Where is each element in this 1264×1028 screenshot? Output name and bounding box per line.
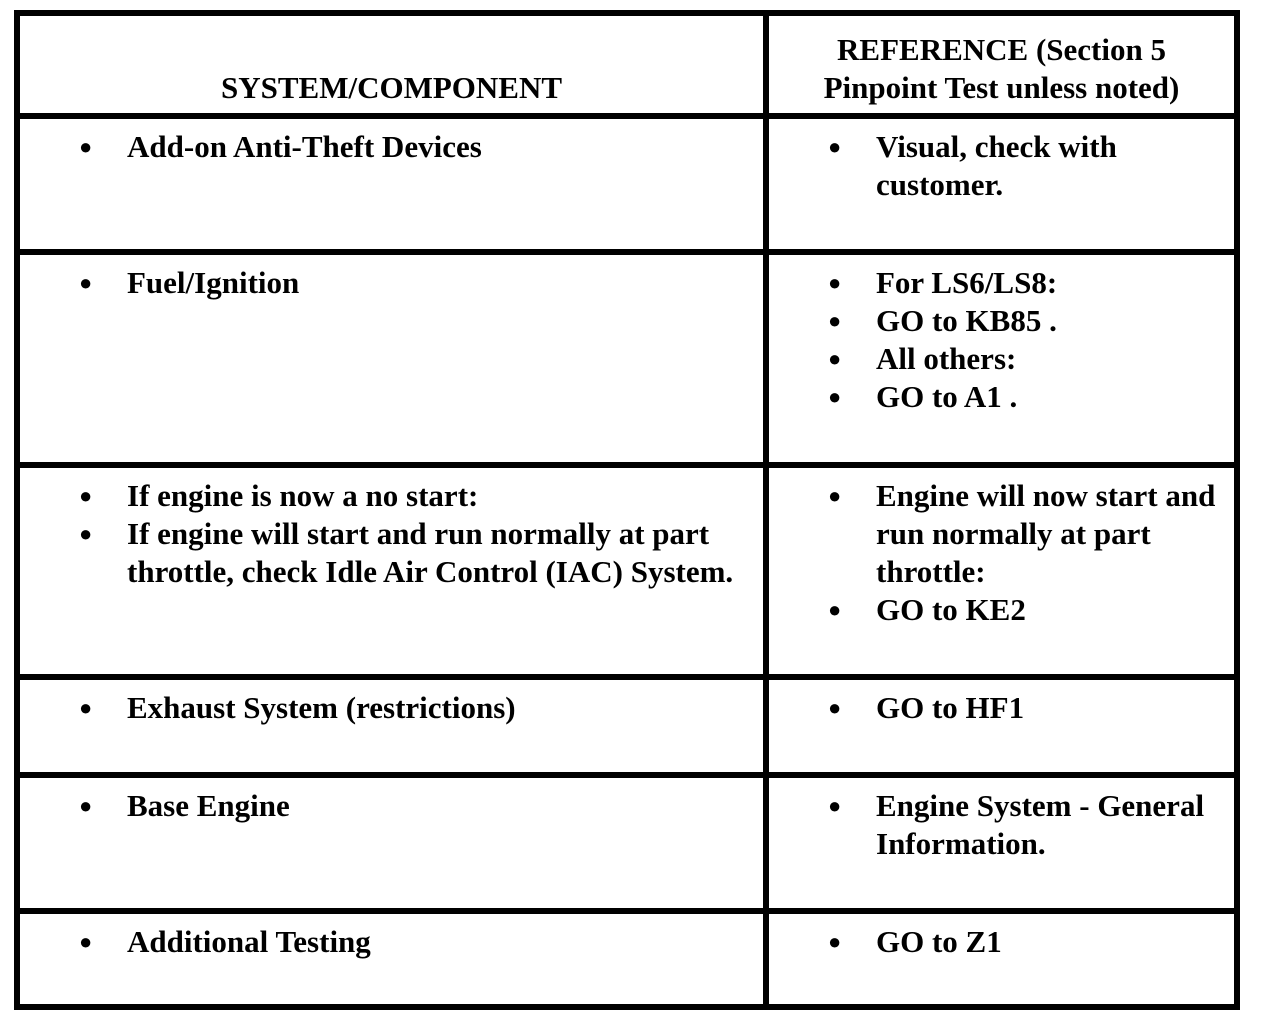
component-cell bbox=[20, 252, 766, 465]
header-system-component-label: SYSTEM/COMPONENT bbox=[220, 70, 563, 105]
reference-list bbox=[769, 778, 1234, 863]
list-item: ● Engine will now start and run normally at part throttle: bbox=[828, 478, 1216, 589]
table-row bbox=[20, 252, 1234, 465]
bullet-icon: ● bbox=[79, 695, 93, 720]
component-cell bbox=[20, 677, 766, 775]
component-cell bbox=[20, 775, 766, 911]
bullet-icon: ● bbox=[79, 134, 93, 159]
header-row bbox=[20, 16, 1234, 116]
header-system-component bbox=[20, 16, 766, 116]
header-reference bbox=[766, 16, 1234, 116]
bullet-icon: ● bbox=[79, 270, 93, 295]
reference-cell bbox=[766, 911, 1234, 1006]
component-list bbox=[20, 914, 763, 961]
reference-cell bbox=[766, 775, 1234, 911]
reference-cell bbox=[766, 116, 1234, 252]
component-cell bbox=[20, 465, 766, 677]
list-item: ● GO to A1 . bbox=[828, 379, 1018, 414]
list-item: ● Exhaust System (restrictions) bbox=[79, 690, 516, 725]
reference-list bbox=[769, 255, 1234, 416]
bullet-icon: ● bbox=[828, 929, 842, 954]
bullet-icon: ● bbox=[79, 483, 93, 508]
bullet-icon: ● bbox=[79, 929, 93, 954]
list-item: ● All others: bbox=[828, 341, 1017, 376]
component-list bbox=[20, 255, 763, 302]
reference-list bbox=[769, 914, 1234, 961]
list-item: ● GO to Z1 bbox=[828, 924, 1002, 959]
reference-cell bbox=[766, 252, 1234, 465]
list-item: ● For LS6/LS8: bbox=[828, 265, 1058, 300]
list-item: ● If engine is now a no start: bbox=[79, 478, 479, 513]
diagnostic-table bbox=[20, 16, 1234, 1006]
header-reference-line2: Pinpoint Test unless noted) bbox=[823, 70, 1180, 105]
bullet-icon: ● bbox=[828, 597, 842, 622]
list-item: ● Fuel/Ignition bbox=[79, 265, 300, 300]
diagnostic-table-container bbox=[14, 10, 1240, 1010]
reference-cell bbox=[766, 677, 1234, 775]
reference-list bbox=[769, 119, 1234, 204]
list-item: ● Add-on Anti-Theft Devices bbox=[79, 129, 482, 164]
bullet-icon: ● bbox=[828, 384, 842, 409]
list-item: ● GO to HF1 bbox=[828, 690, 1025, 725]
bullet-icon: ● bbox=[828, 793, 842, 818]
component-list bbox=[20, 468, 763, 591]
bullet-icon: ● bbox=[79, 793, 93, 818]
table-row bbox=[20, 465, 1234, 677]
list-item: ● Engine System - General Information. bbox=[828, 788, 1205, 861]
component-list bbox=[20, 119, 763, 166]
component-cell bbox=[20, 911, 766, 1006]
table-row bbox=[20, 911, 1234, 1006]
list-item: ● Additional Testing bbox=[79, 924, 371, 959]
bullet-icon: ● bbox=[79, 521, 93, 546]
table-row bbox=[20, 677, 1234, 775]
table-row bbox=[20, 116, 1234, 252]
list-item: ● GO to KE2 bbox=[828, 592, 1026, 627]
bullet-icon: ● bbox=[828, 346, 842, 371]
reference-cell bbox=[766, 465, 1234, 677]
component-list bbox=[20, 778, 763, 825]
table-row bbox=[20, 775, 1234, 911]
bullet-icon: ● bbox=[828, 270, 842, 295]
list-item: ● Base Engine bbox=[79, 788, 290, 823]
list-item: ● If engine will start and run normally at part throttle, check Idle Air Control (IAC) System. bbox=[79, 516, 734, 589]
bullet-icon: ● bbox=[828, 695, 842, 720]
component-list bbox=[20, 680, 763, 727]
header-reference-label bbox=[824, 31, 1180, 107]
reference-list bbox=[769, 680, 1234, 727]
header-reference-line1: REFERENCE (Section 5 bbox=[837, 32, 1166, 67]
list-item: ● Visual, check with customer. bbox=[828, 129, 1117, 202]
bullet-icon: ● bbox=[828, 308, 842, 333]
component-cell bbox=[20, 116, 766, 252]
bullet-icon: ● bbox=[828, 483, 842, 508]
list-item: ● GO to KB85 . bbox=[828, 303, 1057, 338]
reference-list bbox=[769, 468, 1234, 629]
bullet-icon: ● bbox=[828, 134, 842, 159]
